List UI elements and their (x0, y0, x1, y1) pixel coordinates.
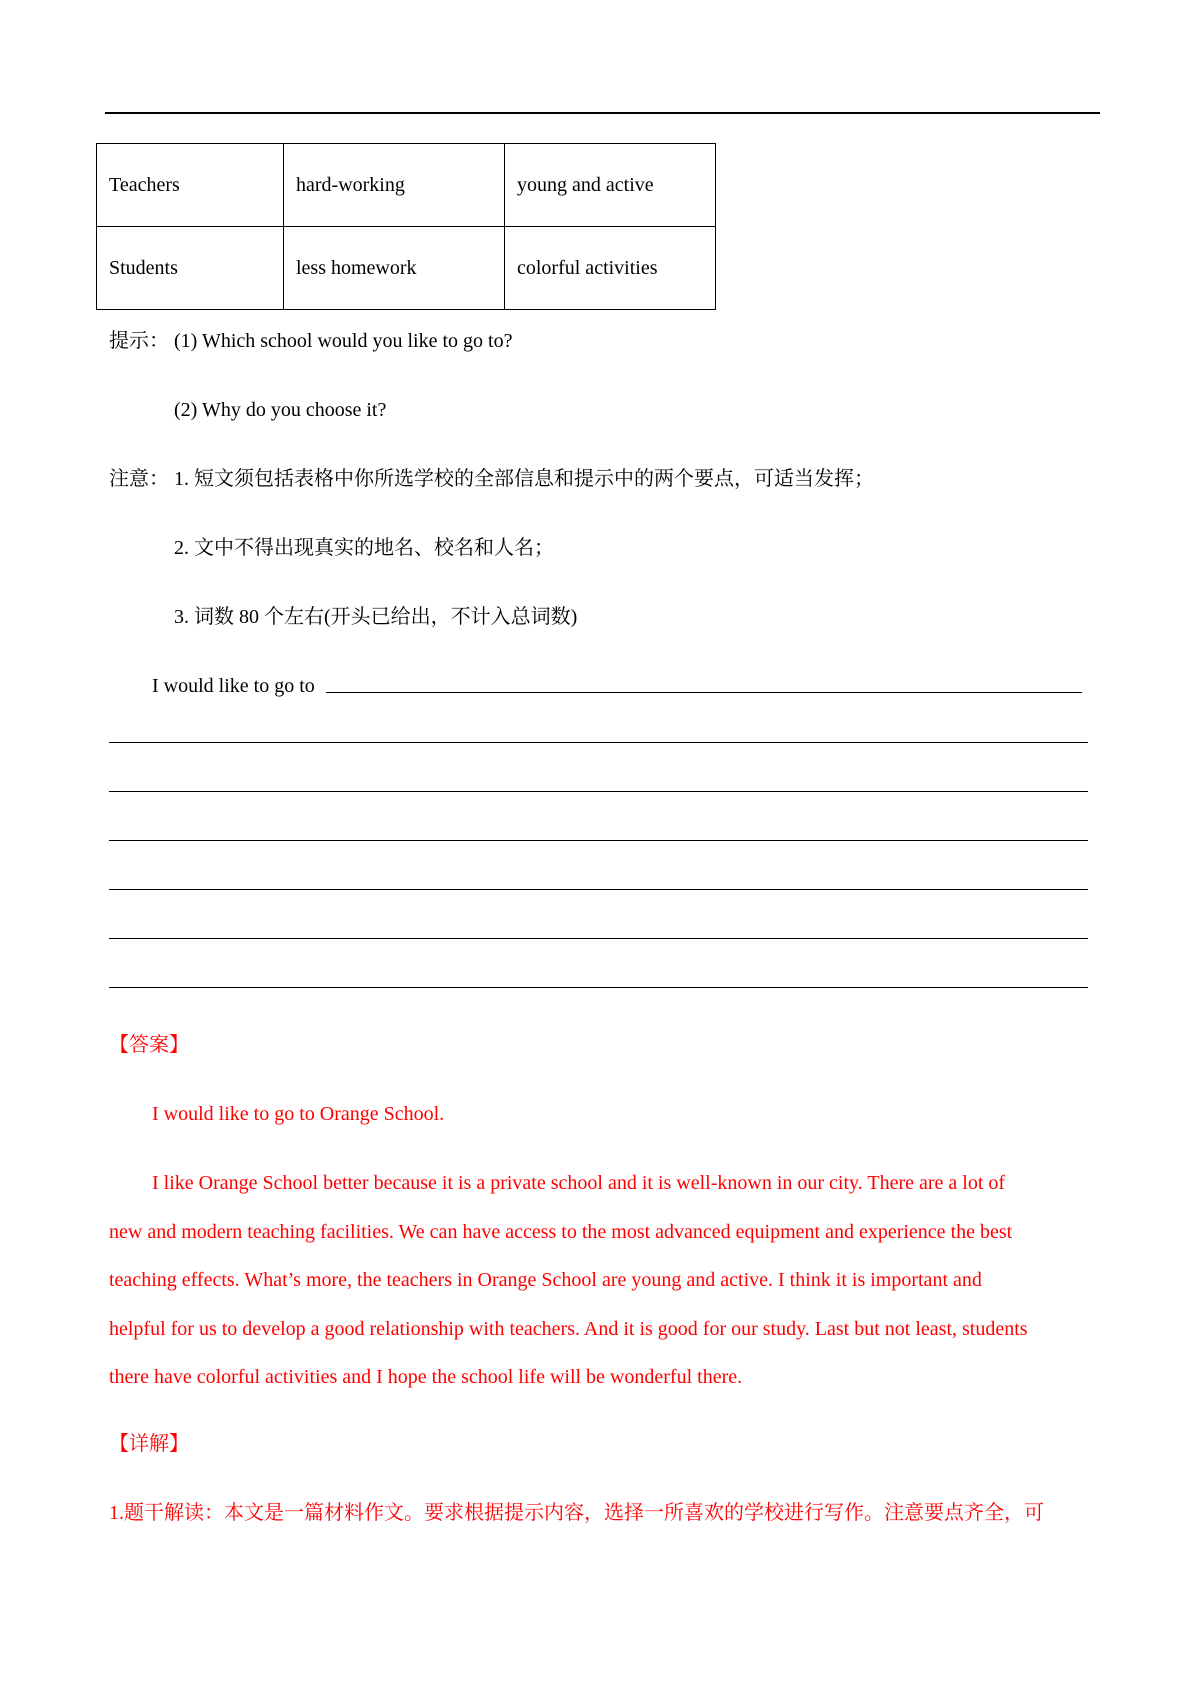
answer-paragraph-line: there have colorful activities and I hope the school life will be wonderful there. (109, 1366, 743, 1388)
answer-heading: 【答案】 (109, 1034, 189, 1056)
answer-paragraph-line: teaching effects. What’s more, the teachers in Orange School are young and active. I think it is important and (109, 1269, 982, 1291)
note-3: 3. 词数 80 个左右(开头已给出，不计入总词数) (174, 606, 578, 628)
table-cell: Teachers (97, 144, 284, 227)
table-cell: young and active (505, 144, 716, 227)
hint-question-1: (1) Which school would you like to go to? (174, 330, 513, 352)
writing-blank-line[interactable] (109, 840, 1088, 841)
writing-blank-line[interactable] (109, 938, 1088, 939)
writing-blank-line[interactable] (109, 791, 1088, 792)
note-2: 2. 文中不得出现真实的地名、校名和人名； (174, 537, 554, 559)
writing-blank-line[interactable] (109, 742, 1088, 743)
table-cell: hard-working (284, 144, 505, 227)
header-rule (105, 112, 1100, 114)
table-cell: Students (97, 227, 284, 310)
answer-paragraph-line: helpful for us to develop a good relationship with teachers. And it is good for our study. Last but not least, students (109, 1318, 1028, 1340)
hint-question-2: (2) Why do you choose it? (174, 399, 387, 421)
detail-heading: 【详解】 (109, 1433, 189, 1455)
writing-blank-inline[interactable] (326, 692, 1082, 693)
table-row (97, 227, 716, 310)
detail-line: 1.题干解读：本文是一篇材料作文。要求根据提示内容，选择一所喜欢的学校进行写作。注意要点齐全，可 (109, 1502, 1044, 1524)
writing-opening: I would like to go to (152, 675, 315, 697)
writing-blank-line[interactable] (109, 889, 1088, 890)
table-cell: colorful activities (505, 227, 716, 310)
answer-first-line: I would like to go to Orange School. (152, 1103, 445, 1125)
table-cell: less homework (284, 227, 505, 310)
school-info-table (96, 143, 716, 310)
hint-label: 提示： (109, 330, 169, 352)
note-label: 注意： (109, 468, 169, 490)
answer-paragraph-line: I like Orange School better because it is a private school and it is well-known in our city. There are a lot of (152, 1172, 1006, 1194)
table-row (97, 144, 716, 227)
note-1: 1. 短文须包括表格中你所选学校的全部信息和提示中的两个要点，可适当发挥； (174, 468, 874, 490)
writing-blank-line[interactable] (109, 987, 1088, 988)
answer-paragraph-line: new and modern teaching facilities. We can have access to the most advanced equipment and experience the best (109, 1221, 1013, 1243)
